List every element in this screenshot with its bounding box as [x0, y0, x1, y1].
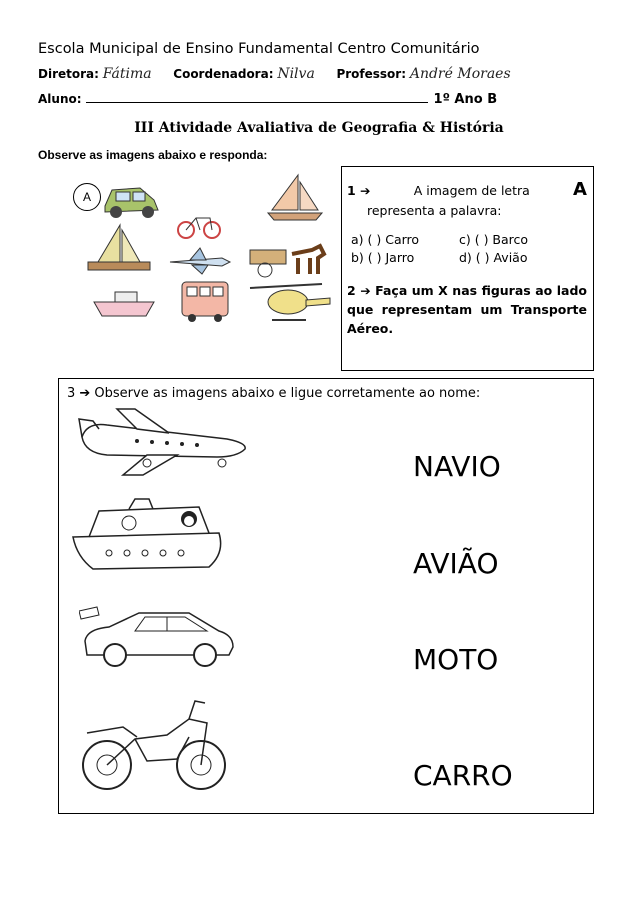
motorcycle-icon[interactable]	[77, 697, 232, 797]
grade-label: 1º Ano B	[433, 92, 498, 107]
horse-cart-icon[interactable]	[250, 246, 324, 277]
instruction: Observe as imagens abaixo e responda:	[38, 148, 268, 162]
transport-images	[60, 170, 335, 335]
question-1-text: A imagem de letra	[413, 183, 530, 198]
option-d[interactable]: d) ( ) Avião	[459, 250, 528, 265]
raft-icon[interactable]	[88, 225, 150, 270]
question-3: 3 ➔ Observe as imagens abaixo e ligue corretamente ao nome:	[67, 386, 481, 401]
airplane-icon[interactable]	[170, 248, 230, 274]
professor-label: Professor:	[336, 67, 407, 81]
boat-icon[interactable]	[94, 292, 154, 316]
airplane-icon[interactable]	[77, 407, 252, 479]
word-carro-label[interactable]: CARRO	[413, 759, 513, 792]
option-c[interactable]: c) ( ) Barco	[459, 232, 529, 247]
aluno-name-field[interactable]	[86, 92, 428, 103]
page-title: III Atividade Avaliativa de Geografia & História	[134, 120, 504, 136]
helicopter-icon[interactable]	[250, 284, 330, 320]
sailboat-icon[interactable]	[268, 175, 322, 220]
bus-icon[interactable]	[182, 282, 228, 322]
professor-name: André Moraes	[409, 66, 511, 82]
question-1-options	[347, 232, 587, 265]
school-name: Escola Municipal de Ensino Fundamental Centro Comunitário	[38, 41, 480, 57]
diretora-label: Diretora:	[38, 67, 99, 81]
coordenadora-name: Nilva	[277, 66, 315, 82]
label-a-circle: A	[73, 183, 101, 211]
diretora-name: Fátima	[102, 66, 152, 82]
ship-icon[interactable]	[69, 497, 229, 575]
word-moto-label[interactable]: MOTO	[413, 643, 499, 676]
option-a[interactable]: a) ( ) Carro	[351, 232, 420, 247]
question-1-text-2: representa a palavra:	[367, 203, 502, 218]
word-navio-label[interactable]: NAVIO	[413, 450, 501, 483]
staff-line	[38, 66, 511, 82]
question-1-letter: A	[573, 179, 587, 200]
option-b[interactable]: b) ( ) Jarro	[351, 250, 415, 265]
aluno-label: Aluno:	[38, 92, 82, 106]
aluno-line	[38, 92, 497, 107]
coordenadora-label: Coordenadora:	[173, 67, 274, 81]
car-icon[interactable]	[79, 601, 239, 671]
question-1	[347, 179, 587, 200]
car-icon[interactable]	[105, 188, 158, 218]
question-3-box	[58, 378, 594, 814]
question-2: 2 ➔ Faça um X nas figuras ao lado que representam um Transporte Aéreo.	[347, 283, 587, 336]
word-aviao-label[interactable]: AVIÃO	[413, 547, 499, 580]
bicycle-icon[interactable]	[178, 218, 220, 238]
questions-1-2-box	[341, 166, 594, 371]
question-1-prefix: 1 ➔	[347, 183, 371, 198]
